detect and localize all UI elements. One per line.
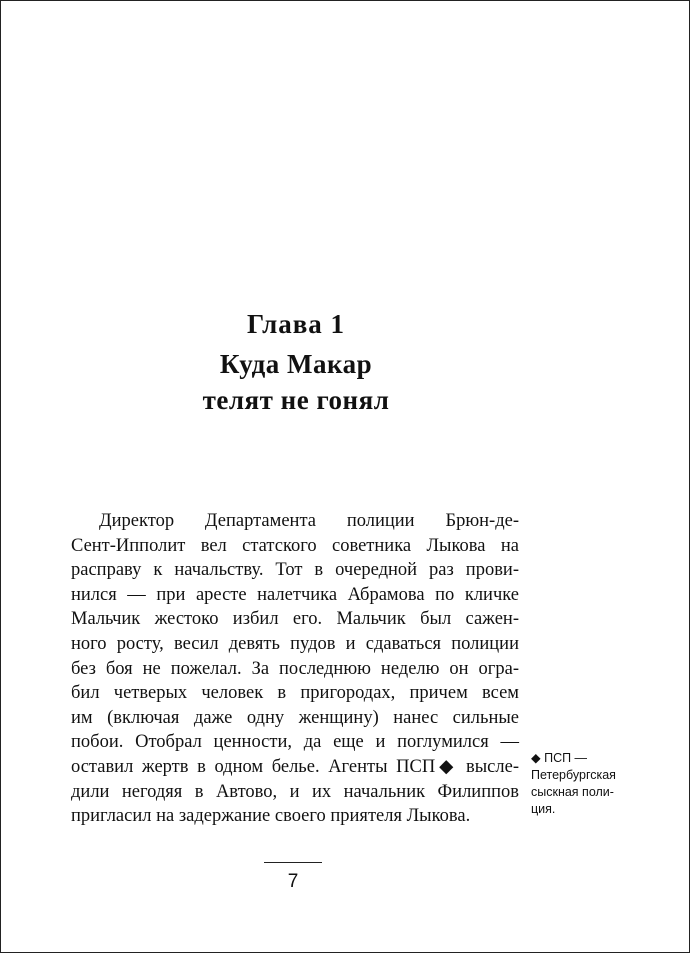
body-line: без боя не пожелал. За последнюю неделю он огра- xyxy=(71,658,519,679)
body-line: нился — при аресте налетчика Абрамова по кличке xyxy=(71,584,519,605)
body-line: оставил жертв в одном белье. Агенты ПСП◆ высле- xyxy=(71,756,519,777)
chapter-title xyxy=(71,346,521,418)
page-number: 7 xyxy=(287,871,299,892)
body-line: дили негодяя в Автово, и их начальник Филиппов xyxy=(71,781,519,802)
body-line: Мальчик жестоко избил его. Мальчик был сажен- xyxy=(71,609,519,630)
chapter-heading xyxy=(71,306,521,418)
body-line: расправу к начальству. Тот в очередной раз прови- xyxy=(71,560,519,581)
body-line: ного росту, весил девять пудов и сдаваться полиции xyxy=(71,633,519,654)
footnote-line: Петербургская xyxy=(531,768,616,782)
chapter-title-line: телят не гонял xyxy=(202,385,390,415)
footnote xyxy=(531,750,671,818)
footer-rule xyxy=(264,862,322,863)
chapter-title-line: Куда Макар xyxy=(219,349,373,379)
body-line: им (включая даже одну женщину) нанес сильные xyxy=(71,707,519,728)
footnote-line: ция. xyxy=(531,802,556,816)
footnote-line: ◆ ПСП — xyxy=(531,751,588,765)
chapter-number: Глава 1 xyxy=(246,309,346,339)
body-line: побои. Отобрал ценности, да еще и поглумился — xyxy=(71,732,519,753)
body-text xyxy=(71,509,519,829)
body-line: бил четверых человек в пригородах, причем всем xyxy=(71,683,519,704)
body-line: Директор Департамента полиции Брюн-де- xyxy=(99,511,519,531)
footnote-line: сыскная поли- xyxy=(531,785,614,799)
body-line: пригласил на задержание своего приятеля Лыкова. xyxy=(71,806,471,827)
body-line: Сент-Ипполит вел статского советника Лыкова на xyxy=(71,535,519,556)
